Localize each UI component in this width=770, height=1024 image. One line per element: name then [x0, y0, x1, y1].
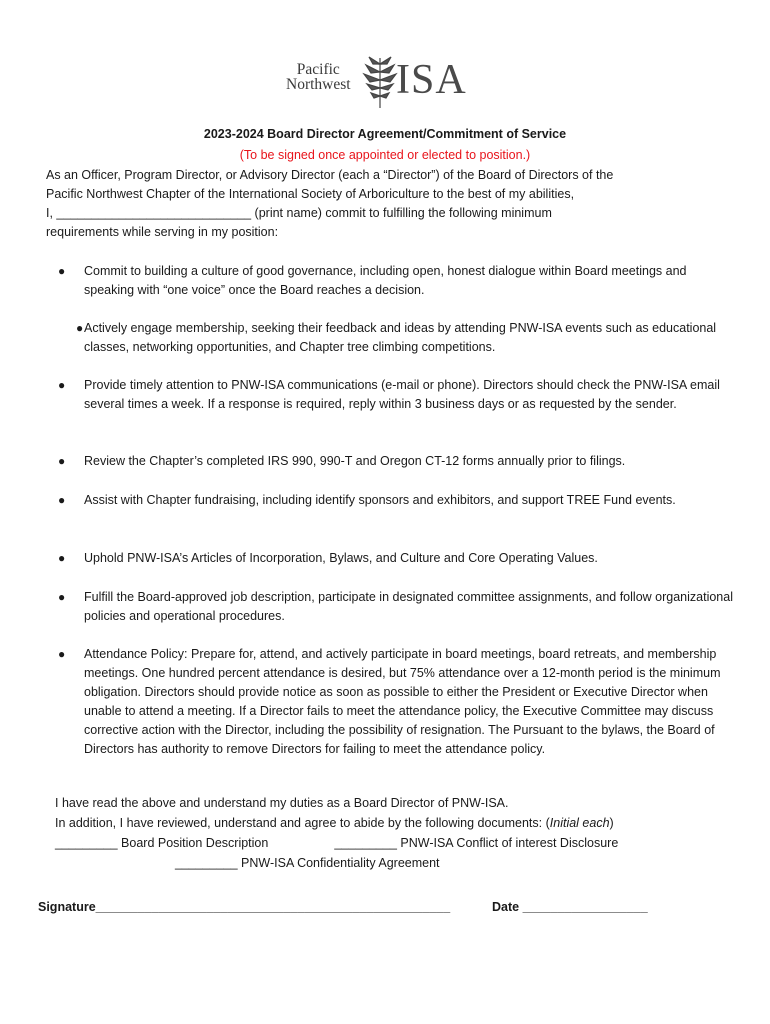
intro-line: Pacific Northwest Chapter of the International Society of Arboriculture to the best of my abilities,: [46, 187, 575, 201]
initial-confidentiality-agreement[interactable]: _________ PNW-ISA Confidentiality Agreement: [175, 856, 440, 870]
acknowledgement-section: [55, 793, 755, 873]
acknowledgement-line: [55, 813, 755, 833]
bullet-icon: ●: [58, 590, 66, 604]
ack-text: ): [609, 816, 614, 830]
requirement-item: [58, 491, 738, 510]
requirement-item: [58, 452, 738, 471]
ack-italic-text: Initial each: [549, 816, 610, 830]
bullet-icon: ●: [58, 493, 66, 507]
tree-branch-icon: [360, 52, 400, 110]
requirement-item: [58, 549, 738, 568]
requirement-text: Commit to building a culture of good governance, including open, honest dialogue within Board meetings and speaking with “one voice” once the Board reaches a decision.: [84, 264, 687, 297]
document-subtitle: (To be signed once appointed or elected to position.): [239, 148, 531, 162]
document-title: 2023-2024 Board Director Agreement/Commitment of Service: [203, 127, 567, 141]
bullet-icon: ●: [58, 378, 66, 392]
requirement-item: [58, 376, 738, 414]
intro-paragraph: [46, 166, 736, 242]
logo-isa: ISA: [396, 57, 467, 103]
bullet-icon: ●: [76, 321, 84, 335]
requirement-item: [58, 588, 738, 626]
requirement-text: Actively engage membership, seeking their feedback and ideas by attending PNW-ISA events such as educational classes, networking opportunities, and Chapter tree climbing competitions.: [84, 321, 717, 354]
logo-line-pacific: Pacific: [296, 61, 340, 78]
requirement-text: Review the Chapter’s completed IRS 990, 990-T and Oregon CT-12 forms annually prior to filings.: [84, 454, 626, 468]
requirement-item: [58, 319, 738, 357]
date-field[interactable]: Date __________________: [492, 900, 648, 914]
requirement-text: Provide timely attention to PNW-ISA communications (e-mail or phone). Directors should check the PNW-ISA email several times a week. If a response is required, reply within 3 business days or as requested by the sender.: [84, 378, 720, 411]
requirement-item: [58, 262, 738, 300]
requirement-text: Assist with Chapter fundraising, including identify sponsors and exhibitors, and support TREE Fund events.: [84, 493, 676, 507]
requirement-item-attendance-policy: [58, 645, 738, 759]
logo-wordmark: [286, 62, 351, 92]
requirement-text: Attendance Policy: Prepare for, attend, and actively participate in board meetings, board retreats, and membership meetings. One hundred percent attendance is desired, but 75% attendance over a 12-month period is the minimum obligation. Directors should provide notice as soon as possible to either the President or Executive Director when unable to attend a meeting. If a Director fails to meet the attendance policy, the Executive Committee may discuss corrective action with the Director, including the possibility of resignation. The Pursuant to the bylaws, the Board of Directors has authority to remove Directors for failing to meet the attendance policy.: [84, 647, 721, 756]
bullet-icon: ●: [58, 647, 66, 661]
intro-line-print-name: I, ____________________________ (print name) commit to fulfilling the following minimum: [46, 206, 552, 220]
ack-text: In addition, I have reviewed, understand and agree to abide by the following documents: (: [55, 816, 550, 830]
bullet-icon: ●: [58, 454, 66, 468]
intro-line: As an Officer, Program Director, or Advisory Director (each a “Director”) of the Board of Directors of the: [46, 168, 614, 182]
intro-line: requirements while serving in my position:: [46, 225, 279, 239]
signature-field[interactable]: Signature___________________________________________________: [38, 900, 451, 914]
logo-line-northwest: Northwest: [286, 76, 351, 93]
bullet-icon: ●: [58, 264, 66, 278]
requirement-text: Uphold PNW-ISA’s Articles of Incorporation, Bylaws, and Culture and Core Operating Values.: [84, 551, 598, 565]
document-initial-row: [55, 833, 755, 853]
acknowledgement-line: I have read the above and understand my duties as a Board Director of PNW-ISA.: [55, 796, 509, 810]
pnw-isa-logo: [282, 50, 470, 110]
bullet-icon: ●: [58, 551, 66, 565]
initial-board-position-description[interactable]: _________ Board Position Description: [55, 836, 269, 850]
requirement-text: Fulfill the Board-approved job description, participate in designated committee assignments, and follow organizational policies and operational procedures.: [84, 590, 733, 623]
initial-conflict-of-interest[interactable]: _________ PNW-ISA Conflict of interest Disclosure: [334, 836, 619, 850]
